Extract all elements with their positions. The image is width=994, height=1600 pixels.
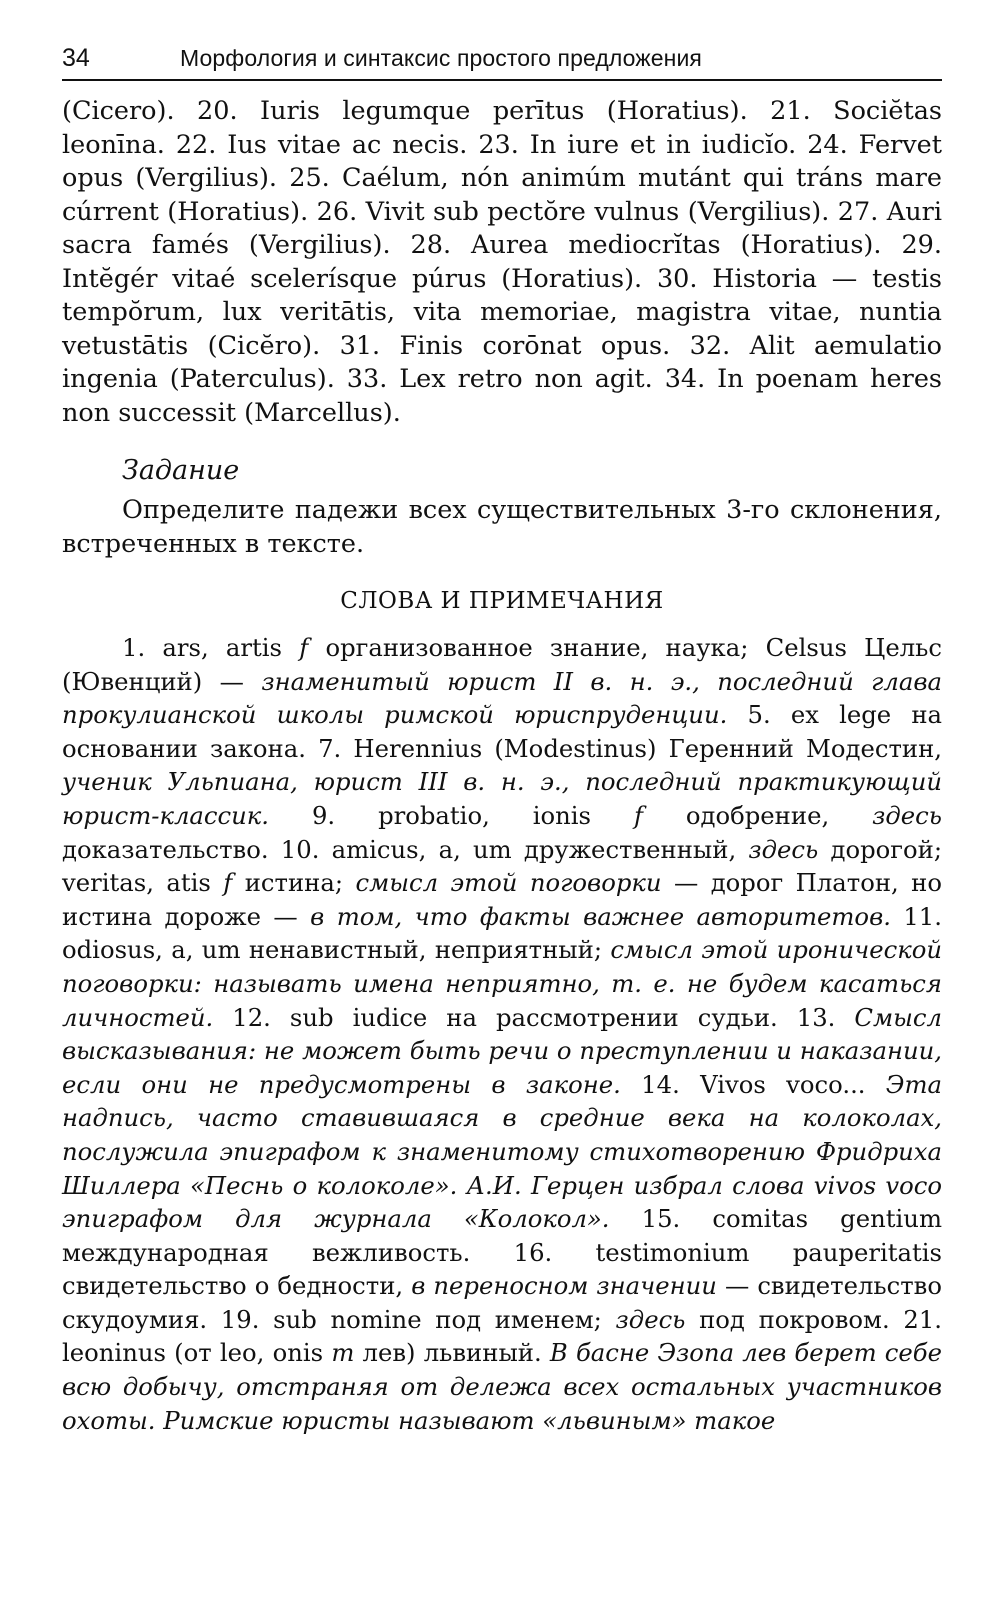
- running-title: Морфология и синтаксис простого предложения: [180, 45, 702, 71]
- page-header: [62, 44, 942, 81]
- note-run: 14. Vivos voco...: [620, 1069, 886, 1099]
- note-run: 12. sub iudice на рассмотрении судьи. 13.: [213, 1002, 855, 1032]
- task-heading: Задание: [122, 455, 240, 486]
- note-italic-run: в том, что факты важнее авторитетов.: [310, 901, 891, 931]
- note-italic-run: Эта надпись, часто ставившаяся в средние века на колоколах, послужила эпиграфом к знаменитому стихотворению Фридриха Шиллера «Песнь о колоколе». А.И. Герцен избрал слова vivos voco эпиграфом для журнала «Колокол».: [62, 1069, 942, 1234]
- note-run: 15. comitas gentium международная вежливость. 16. testimonium pauperitatis свидетельство о бедности,: [62, 1204, 942, 1301]
- note-run: — свидетельство скудоумия. 19. sub nomine под именем;: [62, 1271, 942, 1334]
- note-run: 9. probatio, ionis: [269, 800, 634, 830]
- examples-paragraph: (Cicero). 20. Iuris legumque perītus (Horatius). 21. Sociĕtas leonīna. 22. Ius vitae ac necis. 23. In iure et in iudicĭo. 24. Fervet opus (Vergilius). 25. Caélum, nón animúm mutánt qui tráns mare cúrrent (Horatius). 26. Vivit sub pectŏre vulnus (Vergilius). 27. Auri sacra famés (Vergilius). 28. Aurea mediocrĭtas (Horatius). 29. Intĕgér vitaé scelerísque púrus (Horatius). 30. Historia — testis tempŏrum, lux veritātis, vita memoriae, magistra vitae, nuntia vetustātis (Cicĕro). 31. Finis corōnat opus. 32. Alit aemulatio ingenia (Paterculus). 33. Lex retro non agit. 34. In poenam heres non successit (Marcellus).: [62, 96, 942, 428]
- note-italic-run: f: [633, 800, 643, 830]
- note-italic-run: здесь: [748, 834, 819, 864]
- notes-paragraph: [62, 631, 942, 1437]
- note-italic-run: знаменитый юрист II в. н. э., последний глава прокулианской школы римской юриспруденции.: [62, 666, 942, 730]
- note-italic-run: смысл этой поговорки: [355, 868, 662, 898]
- note-italic-run: здесь: [615, 1304, 686, 1334]
- note-run: доказательство. 10. amicus, a, um дружественный,: [62, 834, 749, 864]
- note-run: — дорог Платон, но истина дороже —: [62, 868, 942, 931]
- note-italic-run: Смысл высказывания: не может быть речи о преступлении и наказании, если они не предусмотрены в законе.: [62, 1002, 942, 1099]
- section-heading: СЛОВА И ПРИМЕЧАНИЯ: [340, 588, 664, 614]
- note-run: организованное знание, наука; Celsus Цельс (Ювенций) —: [62, 633, 942, 696]
- note-run: лев) львиный.: [354, 1338, 550, 1368]
- note-italic-run: m: [331, 1338, 355, 1368]
- note-italic-run: В басне Эзопа лев берет себе всю добычу, отстраняя от дележа всех остальных участников охоты. Римские юристы называют «львиным» такое: [62, 1338, 943, 1435]
- note-run: под покровом. 21. leoninus (от leo, onis: [62, 1304, 943, 1368]
- note-run: 11. odiosus, a, um ненавистный, неприятный;: [62, 901, 942, 965]
- note-run: истина;: [232, 868, 356, 898]
- note-italic-run: f: [223, 868, 233, 898]
- note-italic-run: смысл этой иронической поговорки: называть имена неприятно, т. е. не будем касаться личностей.: [62, 935, 942, 1032]
- task-text: Определите падежи всех существительных 3-го склонения, встреченных в тексте.: [62, 495, 942, 559]
- note-run: одобрение,: [642, 800, 873, 830]
- page-number: 34: [62, 44, 90, 72]
- note-run: дорогой; veritas, atis: [62, 834, 943, 898]
- note-run: 5. ex lege на основании закона. 7. Herennius (Modestinus) Геренний Модестин,: [62, 700, 942, 763]
- note-italic-run: здесь: [872, 800, 942, 830]
- note-italic-run: f: [299, 633, 309, 662]
- note-italic-run: в переносном значении: [411, 1271, 717, 1301]
- note-italic-run: ученик Ульпиана, юрист III в. н. э., последний практикующий юрист-классик.: [62, 767, 942, 830]
- note-run: 1. ars, artis: [122, 633, 300, 662]
